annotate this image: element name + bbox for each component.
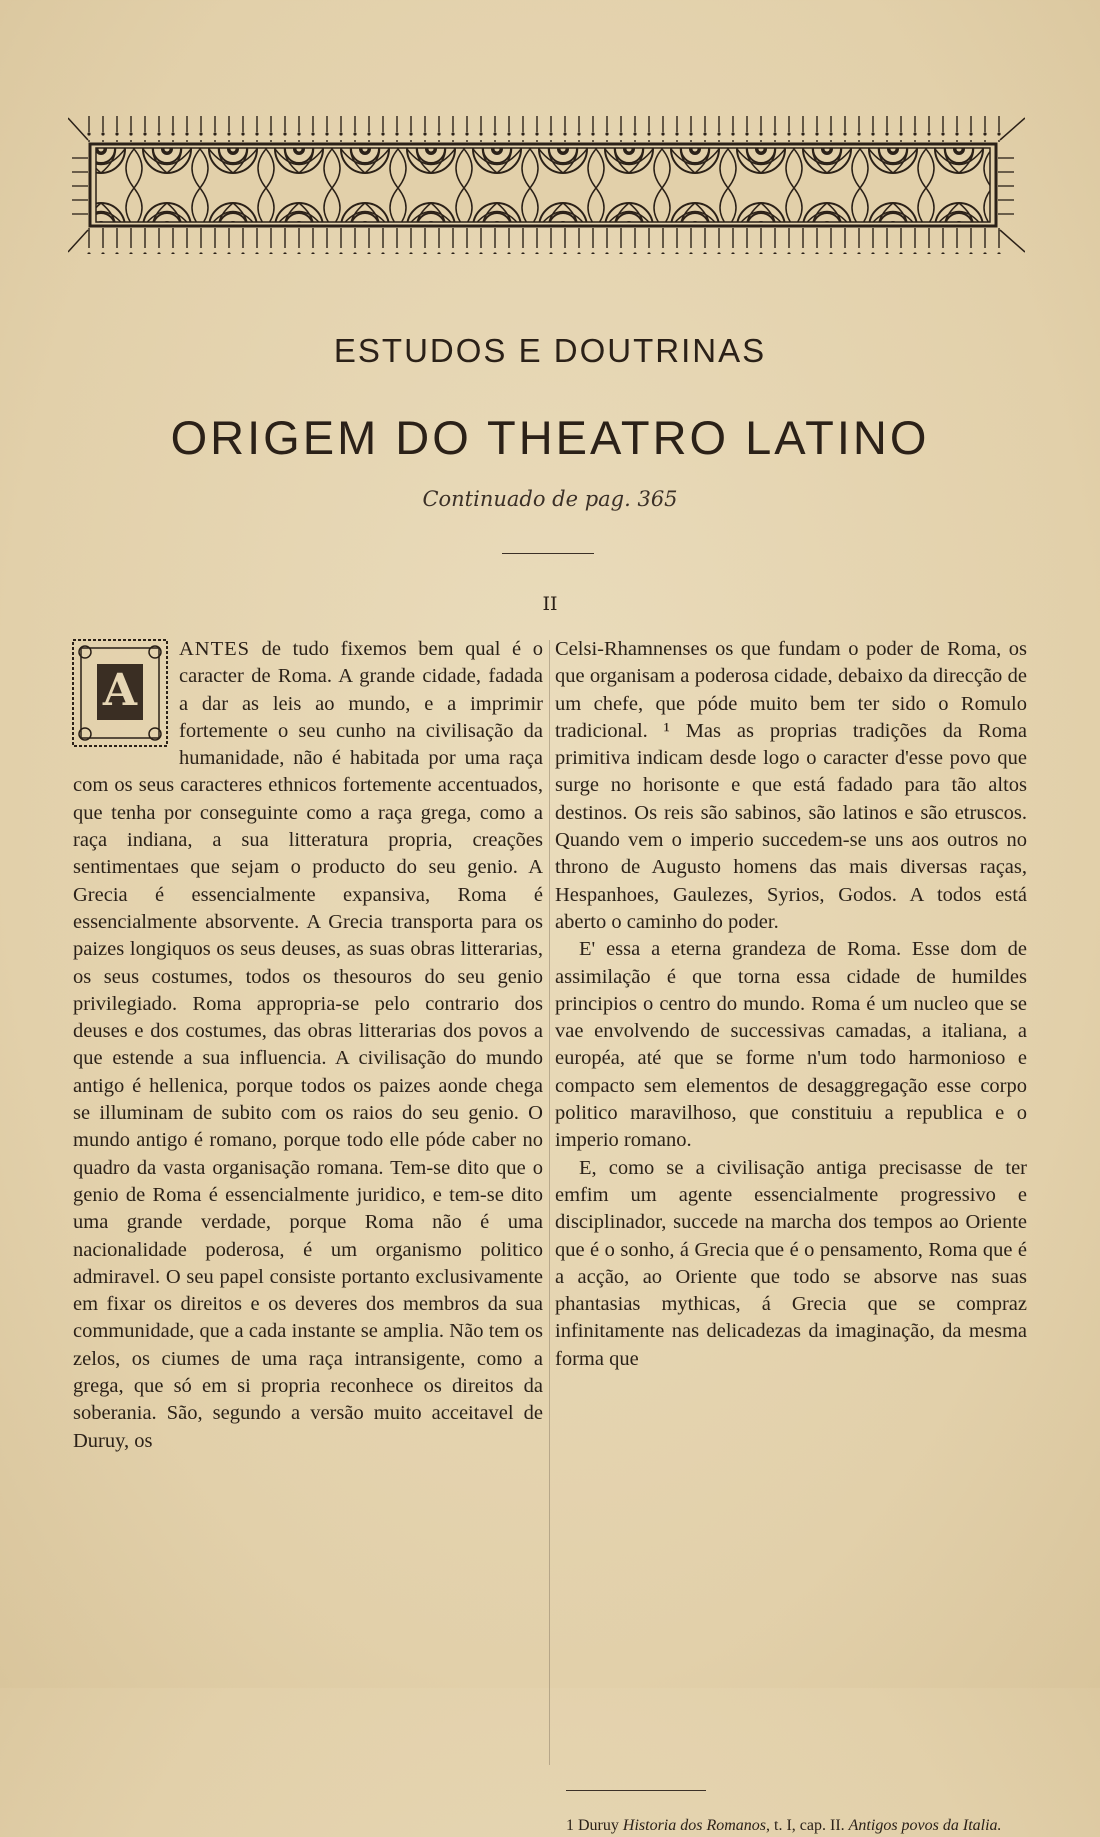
left-paragraph-text: de tudo fixemos bem qual é o caracter de Roma. A grande cidade, fadada a dar as leis ao mundo, e a imprimir fortemente o seu cunho na civilisação da humanidade, não é habitada por uma raça com os seus caracteres ethnicos fortemente accentuados, que tenha por conseguinte como a raça grega, como a raça indiana, a sua litteratura propria, creações sentimentaes que sejam o producto do seu genio. A Grecia é essencialmente expansiva, Roma é essencialmente absorvente. A Grecia transporta para os paizes longiquos os seus deuses, as suas obras litterarias, os seus costumes, todos os thesouros do seu genio privilegiado. Roma appropria-se pelo contrario dos deuses e dos costumes, das obras litterarias dos povos a que estende a sua influencia. A civilisação do mundo antigo é hellenica, porque todos os paizes aonde chega se illuminam de subito com os raios do seu genio. O mundo antigo é romano, porque todo elle póde caber no quadro da vasta organisação romana. Tem-se dito que o genio de Roma é essencialmente juridico, e tem-se dito uma grande verdade, porque Roma não é uma nacionalidade poderosa, é um organismo politico admiravel. O seu papel consiste portanto exclusivamente em fixar os direitos e os deveres dos membros da sua communidade, que a cada instante se amplia. Não tem os zelos, os ciumes de uma raça intransigente, como a grega, que só em si propria reconhece os direitos da soberania. São, segundo a versão muito acceitavel de Duruy, os xyxy=(73,638,543,1452)
footnote xyxy=(566,1815,1026,1837)
continued-note: Continuado de pag. 365 xyxy=(422,487,678,511)
right-column xyxy=(555,636,1027,1373)
footnote-work: Historia dos Romanos xyxy=(622,1817,767,1834)
title-divider xyxy=(502,553,594,554)
right-paragraph-2: E' essa a eterna grandeza de Roma. Esse dom de assimilação é que torna essa cidade de humildes principios o centro do mundo. Roma é um nucleo que se vae envolvendo de successivas camadas, a italiana, a européa, até que se forme n'um todo harmonioso e compacto sem elementos de desaggregação esse corpo politico maravilhoso, que constituiu a republica e o imperio romano. xyxy=(555,938,1027,1152)
ornamental-header-banner xyxy=(68,110,1025,260)
dropcap-letter: A xyxy=(102,665,138,716)
footnote-ref: , t. I, cap. II. xyxy=(766,1817,845,1834)
column-divider xyxy=(549,640,550,1765)
left-paragraph xyxy=(73,636,543,1455)
ornamental-border-icon xyxy=(68,110,1025,260)
first-word: ANTES xyxy=(179,638,251,660)
footnote-extra: Antigos povos da Italia. xyxy=(848,1817,1002,1834)
right-paragraph-3: E, como se a civilisação antiga precisasse de ter emfim um agente essencialmente progressivo e disciplinador, succede na marcha dos tempos ao Oriente que é o sonho, á Grecia que é o pensamento, Roma que é a acção, ao Oriente que todo se absorve nas suas phantasias mythicas, á Grecia que se compraz infinitamente nas delicadezas da imaginação, da mesma forma que xyxy=(555,1156,1027,1370)
chapter-number: II xyxy=(542,593,558,615)
footnote-divider xyxy=(566,1790,706,1791)
dropcap xyxy=(71,638,169,748)
right-paragraph-1: Celsi-Rhamnenses os que fundam o poder de Roma, os que organisam a poderosa cidade, debaixo da direcção de um chefe, que póde muito bem ter sido o Romulo tradicional. ¹ Mas as proprias tradições da Roma primitiva indicam desde logo o caracter d'esse povo que surge no horisonte e que está fadado para tão altos destinos. Os reis são sabinos, são latinos e são etruscos. Quando vem o imperio succedem-se uns aos outros no throno de Augusto homens das mais diversas raças, Hespanhoes, Gaulezes, Syrios, Godos. A todos está aberto o caminho do poder. xyxy=(555,638,1027,933)
section-title: ESTUDOS E DOUTRINAS xyxy=(333,332,767,369)
footnote-author: Duruy xyxy=(578,1817,619,1834)
left-column xyxy=(73,636,543,1455)
page-title: ORIGEM DO THEATRO LATINO xyxy=(170,411,930,464)
footnote-marker: 1 xyxy=(566,1817,574,1834)
